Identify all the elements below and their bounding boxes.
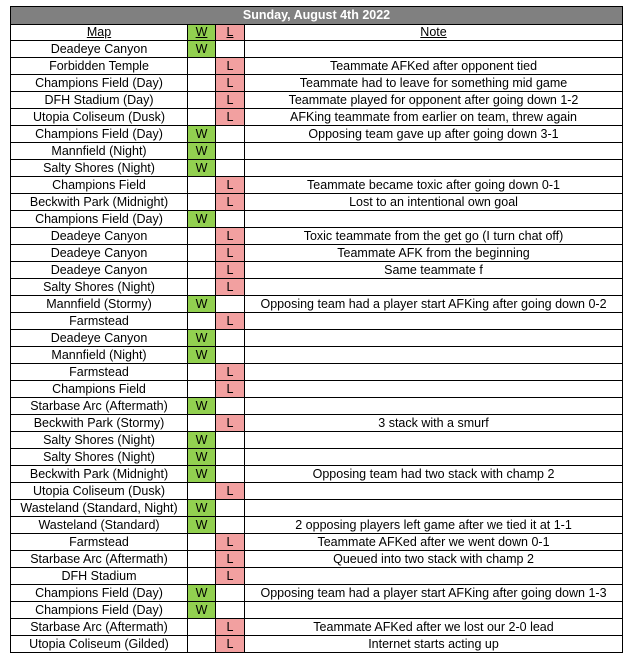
loss-cell[interactable]: L — [216, 415, 245, 432]
table-row — [11, 245, 623, 262]
table-row — [11, 568, 623, 585]
map-cell[interactable]: Utopia Coliseum (Gilded) — [11, 636, 188, 653]
win-cell[interactable] — [188, 194, 216, 211]
note-cell[interactable]: Same teammate f — [245, 262, 623, 279]
map-cell[interactable]: Salty Shores (Night) — [11, 279, 188, 296]
map-cell[interactable]: Starbase Arc (Aftermath) — [11, 398, 188, 415]
note-cell[interactable]: Teammate AFK from the beginning — [245, 245, 623, 262]
table-row — [11, 381, 623, 398]
table-row — [11, 619, 623, 636]
map-cell[interactable]: Champions Field — [11, 177, 188, 194]
title-row — [11, 7, 623, 25]
map-cell[interactable]: Champions Field (Day) — [11, 75, 188, 92]
table-row — [11, 296, 623, 313]
note-cell[interactable]: Toxic teammate from the get go (I turn chat off) — [245, 228, 623, 245]
note-cell[interactable] — [245, 364, 623, 381]
table-row — [11, 466, 623, 483]
loss-cell[interactable]: L — [216, 279, 245, 296]
map-cell[interactable]: Farmstead — [11, 364, 188, 381]
note-column-header[interactable]: Note — [245, 25, 623, 41]
win-cell[interactable]: W — [188, 585, 216, 602]
loss-column-header[interactable]: L — [216, 25, 245, 41]
note-cell[interactable] — [245, 143, 623, 160]
map-cell[interactable]: Champions Field — [11, 381, 188, 398]
note-cell[interactable] — [245, 347, 623, 364]
map-cell[interactable]: Farmstead — [11, 313, 188, 330]
note-cell[interactable] — [245, 330, 623, 347]
match-log-body — [11, 7, 623, 653]
loss-cell[interactable] — [216, 517, 245, 534]
table-row — [11, 143, 623, 160]
map-cell[interactable]: DFH Stadium — [11, 568, 188, 585]
map-cell[interactable]: Champions Field (Day) — [11, 602, 188, 619]
win-cell[interactable]: W — [188, 466, 216, 483]
win-cell[interactable] — [188, 381, 216, 398]
note-cell[interactable] — [245, 160, 623, 177]
table-row — [11, 551, 623, 568]
map-cell[interactable]: Forbidden Temple — [11, 58, 188, 75]
win-cell[interactable]: W — [188, 347, 216, 364]
table-row — [11, 330, 623, 347]
note-cell[interactable]: Internet starts acting up — [245, 636, 623, 653]
map-cell[interactable]: Mannfield (Night) — [11, 143, 188, 160]
win-cell[interactable]: W — [188, 126, 216, 143]
map-cell[interactable]: Champions Field (Day) — [11, 211, 188, 228]
win-cell[interactable] — [188, 551, 216, 568]
loss-cell[interactable]: L — [216, 381, 245, 398]
map-cell[interactable]: Farmstead — [11, 534, 188, 551]
map-cell[interactable]: Salty Shores (Night) — [11, 160, 188, 177]
table-row — [11, 194, 623, 211]
win-cell[interactable]: W — [188, 143, 216, 160]
table-row — [11, 211, 623, 228]
match-log-table — [10, 6, 623, 653]
win-column-header[interactable]: W — [188, 25, 216, 41]
map-cell[interactable]: Beckwith Park (Midnight) — [11, 466, 188, 483]
loss-cell[interactable]: L — [216, 194, 245, 211]
table-row — [11, 347, 623, 364]
loss-cell[interactable]: L — [216, 534, 245, 551]
loss-cell[interactable] — [216, 449, 245, 466]
loss-cell[interactable] — [216, 41, 245, 58]
table-row — [11, 228, 623, 245]
win-cell[interactable] — [188, 279, 216, 296]
map-cell[interactable]: Wasteland (Standard) — [11, 517, 188, 534]
win-cell[interactable]: W — [188, 449, 216, 466]
win-cell[interactable]: W — [188, 398, 216, 415]
note-cell[interactable]: Queued into two stack with champ 2 — [245, 551, 623, 568]
loss-cell[interactable]: L — [216, 75, 245, 92]
win-cell[interactable] — [188, 483, 216, 500]
map-cell[interactable]: Beckwith Park (Midnight) — [11, 194, 188, 211]
loss-cell[interactable]: L — [216, 551, 245, 568]
loss-cell[interactable]: L — [216, 177, 245, 194]
table-row — [11, 602, 623, 619]
table-row — [11, 432, 623, 449]
table-row — [11, 364, 623, 381]
note-cell[interactable]: Opposing team had a player start AFKing after going down 0-2 — [245, 296, 623, 313]
note-cell[interactable] — [245, 211, 623, 228]
win-cell[interactable]: W — [188, 160, 216, 177]
win-cell[interactable]: W — [188, 296, 216, 313]
note-cell[interactable]: Teammate AFKed after we went down 0-1 — [245, 534, 623, 551]
table-row — [11, 126, 623, 143]
note-cell[interactable] — [245, 432, 623, 449]
win-cell[interactable] — [188, 75, 216, 92]
loss-cell[interactable] — [216, 296, 245, 313]
win-cell[interactable] — [188, 109, 216, 126]
note-cell[interactable]: AFKing teammate from earlier on team, threw again — [245, 109, 623, 126]
note-cell[interactable]: Opposing team had a player start AFKing after going down 1-3 — [245, 585, 623, 602]
map-cell[interactable]: Deadeye Canyon — [11, 330, 188, 347]
loss-cell[interactable] — [216, 126, 245, 143]
win-cell[interactable] — [188, 177, 216, 194]
loss-cell[interactable] — [216, 585, 245, 602]
win-cell[interactable] — [188, 636, 216, 653]
table-row — [11, 262, 623, 279]
win-cell[interactable]: W — [188, 602, 216, 619]
table-row — [11, 177, 623, 194]
map-cell[interactable]: Beckwith Park (Stormy) — [11, 415, 188, 432]
map-cell[interactable]: Champions Field (Day) — [11, 126, 188, 143]
table-row — [11, 534, 623, 551]
note-cell[interactable]: Teammate AFKed after we lost our 2-0 lead — [245, 619, 623, 636]
loss-cell[interactable] — [216, 211, 245, 228]
win-cell[interactable] — [188, 92, 216, 109]
table-row — [11, 415, 623, 432]
win-cell[interactable] — [188, 619, 216, 636]
win-cell[interactable] — [188, 415, 216, 432]
table-row — [11, 92, 623, 109]
table-row — [11, 585, 623, 602]
table-row — [11, 58, 623, 75]
map-cell[interactable]: DFH Stadium (Day) — [11, 92, 188, 109]
note-cell[interactable] — [245, 449, 623, 466]
loss-cell[interactable]: L — [216, 109, 245, 126]
table-row — [11, 398, 623, 415]
loss-cell[interactable] — [216, 500, 245, 517]
map-cell[interactable]: Deadeye Canyon — [11, 245, 188, 262]
sheet-title[interactable]: Sunday, August 4th 2022 — [11, 7, 623, 25]
map-cell[interactable]: Deadeye Canyon — [11, 228, 188, 245]
note-cell[interactable]: Teammate became toxic after going down 0-1 — [245, 177, 623, 194]
loss-cell[interactable] — [216, 330, 245, 347]
loss-cell[interactable] — [216, 347, 245, 364]
table-row — [11, 41, 623, 58]
note-cell[interactable] — [245, 313, 623, 330]
win-cell[interactable] — [188, 313, 216, 330]
loss-cell[interactable]: L — [216, 58, 245, 75]
map-cell[interactable]: Deadeye Canyon — [11, 262, 188, 279]
loss-cell[interactable]: L — [216, 92, 245, 109]
loss-cell[interactable]: L — [216, 313, 245, 330]
table-row — [11, 109, 623, 126]
note-cell[interactable] — [245, 500, 623, 517]
win-cell[interactable] — [188, 228, 216, 245]
map-cell[interactable]: Starbase Arc (Aftermath) — [11, 551, 188, 568]
win-cell[interactable]: W — [188, 330, 216, 347]
loss-cell[interactable]: L — [216, 636, 245, 653]
loss-cell[interactable] — [216, 160, 245, 177]
loss-cell[interactable]: L — [216, 483, 245, 500]
win-cell[interactable] — [188, 568, 216, 585]
table-row — [11, 160, 623, 177]
note-cell[interactable]: Lost to an intentional own goal — [245, 194, 623, 211]
table-row — [11, 75, 623, 92]
table-row — [11, 517, 623, 534]
loss-cell[interactable]: L — [216, 619, 245, 636]
table-row — [11, 483, 623, 500]
map-cell[interactable]: Salty Shores (Night) — [11, 449, 188, 466]
loss-cell[interactable] — [216, 432, 245, 449]
table-row — [11, 500, 623, 517]
loss-cell[interactable] — [216, 143, 245, 160]
note-cell[interactable]: 3 stack with a smurf — [245, 415, 623, 432]
map-cell[interactable]: Champions Field (Day) — [11, 585, 188, 602]
loss-cell[interactable]: L — [216, 262, 245, 279]
note-cell[interactable] — [245, 381, 623, 398]
table-row — [11, 449, 623, 466]
table-row — [11, 636, 623, 653]
map-cell[interactable]: Utopia Coliseum (Dusk) — [11, 483, 188, 500]
note-cell[interactable]: 2 opposing players left game after we tied it at 1-1 — [245, 517, 623, 534]
loss-cell[interactable] — [216, 466, 245, 483]
win-cell[interactable] — [188, 262, 216, 279]
note-cell[interactable]: Teammate played for opponent after going down 1-2 — [245, 92, 623, 109]
win-cell[interactable]: W — [188, 432, 216, 449]
win-cell[interactable]: W — [188, 517, 216, 534]
win-cell[interactable]: W — [188, 500, 216, 517]
map-cell[interactable]: Wasteland (Standard, Night) — [11, 500, 188, 517]
note-cell[interactable] — [245, 568, 623, 585]
win-cell[interactable]: W — [188, 211, 216, 228]
loss-cell[interactable]: L — [216, 228, 245, 245]
map-cell[interactable]: Deadeye Canyon — [11, 41, 188, 58]
note-cell[interactable] — [245, 602, 623, 619]
header-row — [11, 25, 623, 41]
loss-cell[interactable] — [216, 398, 245, 415]
note-cell[interactable] — [245, 398, 623, 415]
map-cell[interactable]: Starbase Arc (Aftermath) — [11, 619, 188, 636]
map-cell[interactable]: Salty Shores (Night) — [11, 432, 188, 449]
win-cell[interactable]: W — [188, 41, 216, 58]
map-cell[interactable]: Utopia Coliseum (Dusk) — [11, 109, 188, 126]
note-cell[interactable] — [245, 279, 623, 296]
note-cell[interactable] — [245, 41, 623, 58]
loss-cell[interactable] — [216, 602, 245, 619]
win-cell[interactable] — [188, 245, 216, 262]
win-cell[interactable] — [188, 534, 216, 551]
map-cell[interactable]: Mannfield (Night) — [11, 347, 188, 364]
win-cell[interactable] — [188, 58, 216, 75]
table-row — [11, 279, 623, 296]
note-cell[interactable]: Opposing team gave up after going down 3-1 — [245, 126, 623, 143]
table-row — [11, 313, 623, 330]
note-cell[interactable]: Teammate had to leave for something mid game — [245, 75, 623, 92]
loss-cell[interactable]: L — [216, 245, 245, 262]
note-cell[interactable] — [245, 483, 623, 500]
loss-cell[interactable]: L — [216, 364, 245, 381]
note-cell[interactable]: Opposing team had two stack with champ 2 — [245, 466, 623, 483]
loss-cell[interactable]: L — [216, 568, 245, 585]
win-cell[interactable] — [188, 364, 216, 381]
map-column-header[interactable]: Map — [11, 25, 188, 41]
note-cell[interactable]: Teammate AFKed after opponent tied — [245, 58, 623, 75]
map-cell[interactable]: Mannfield (Stormy) — [11, 296, 188, 313]
